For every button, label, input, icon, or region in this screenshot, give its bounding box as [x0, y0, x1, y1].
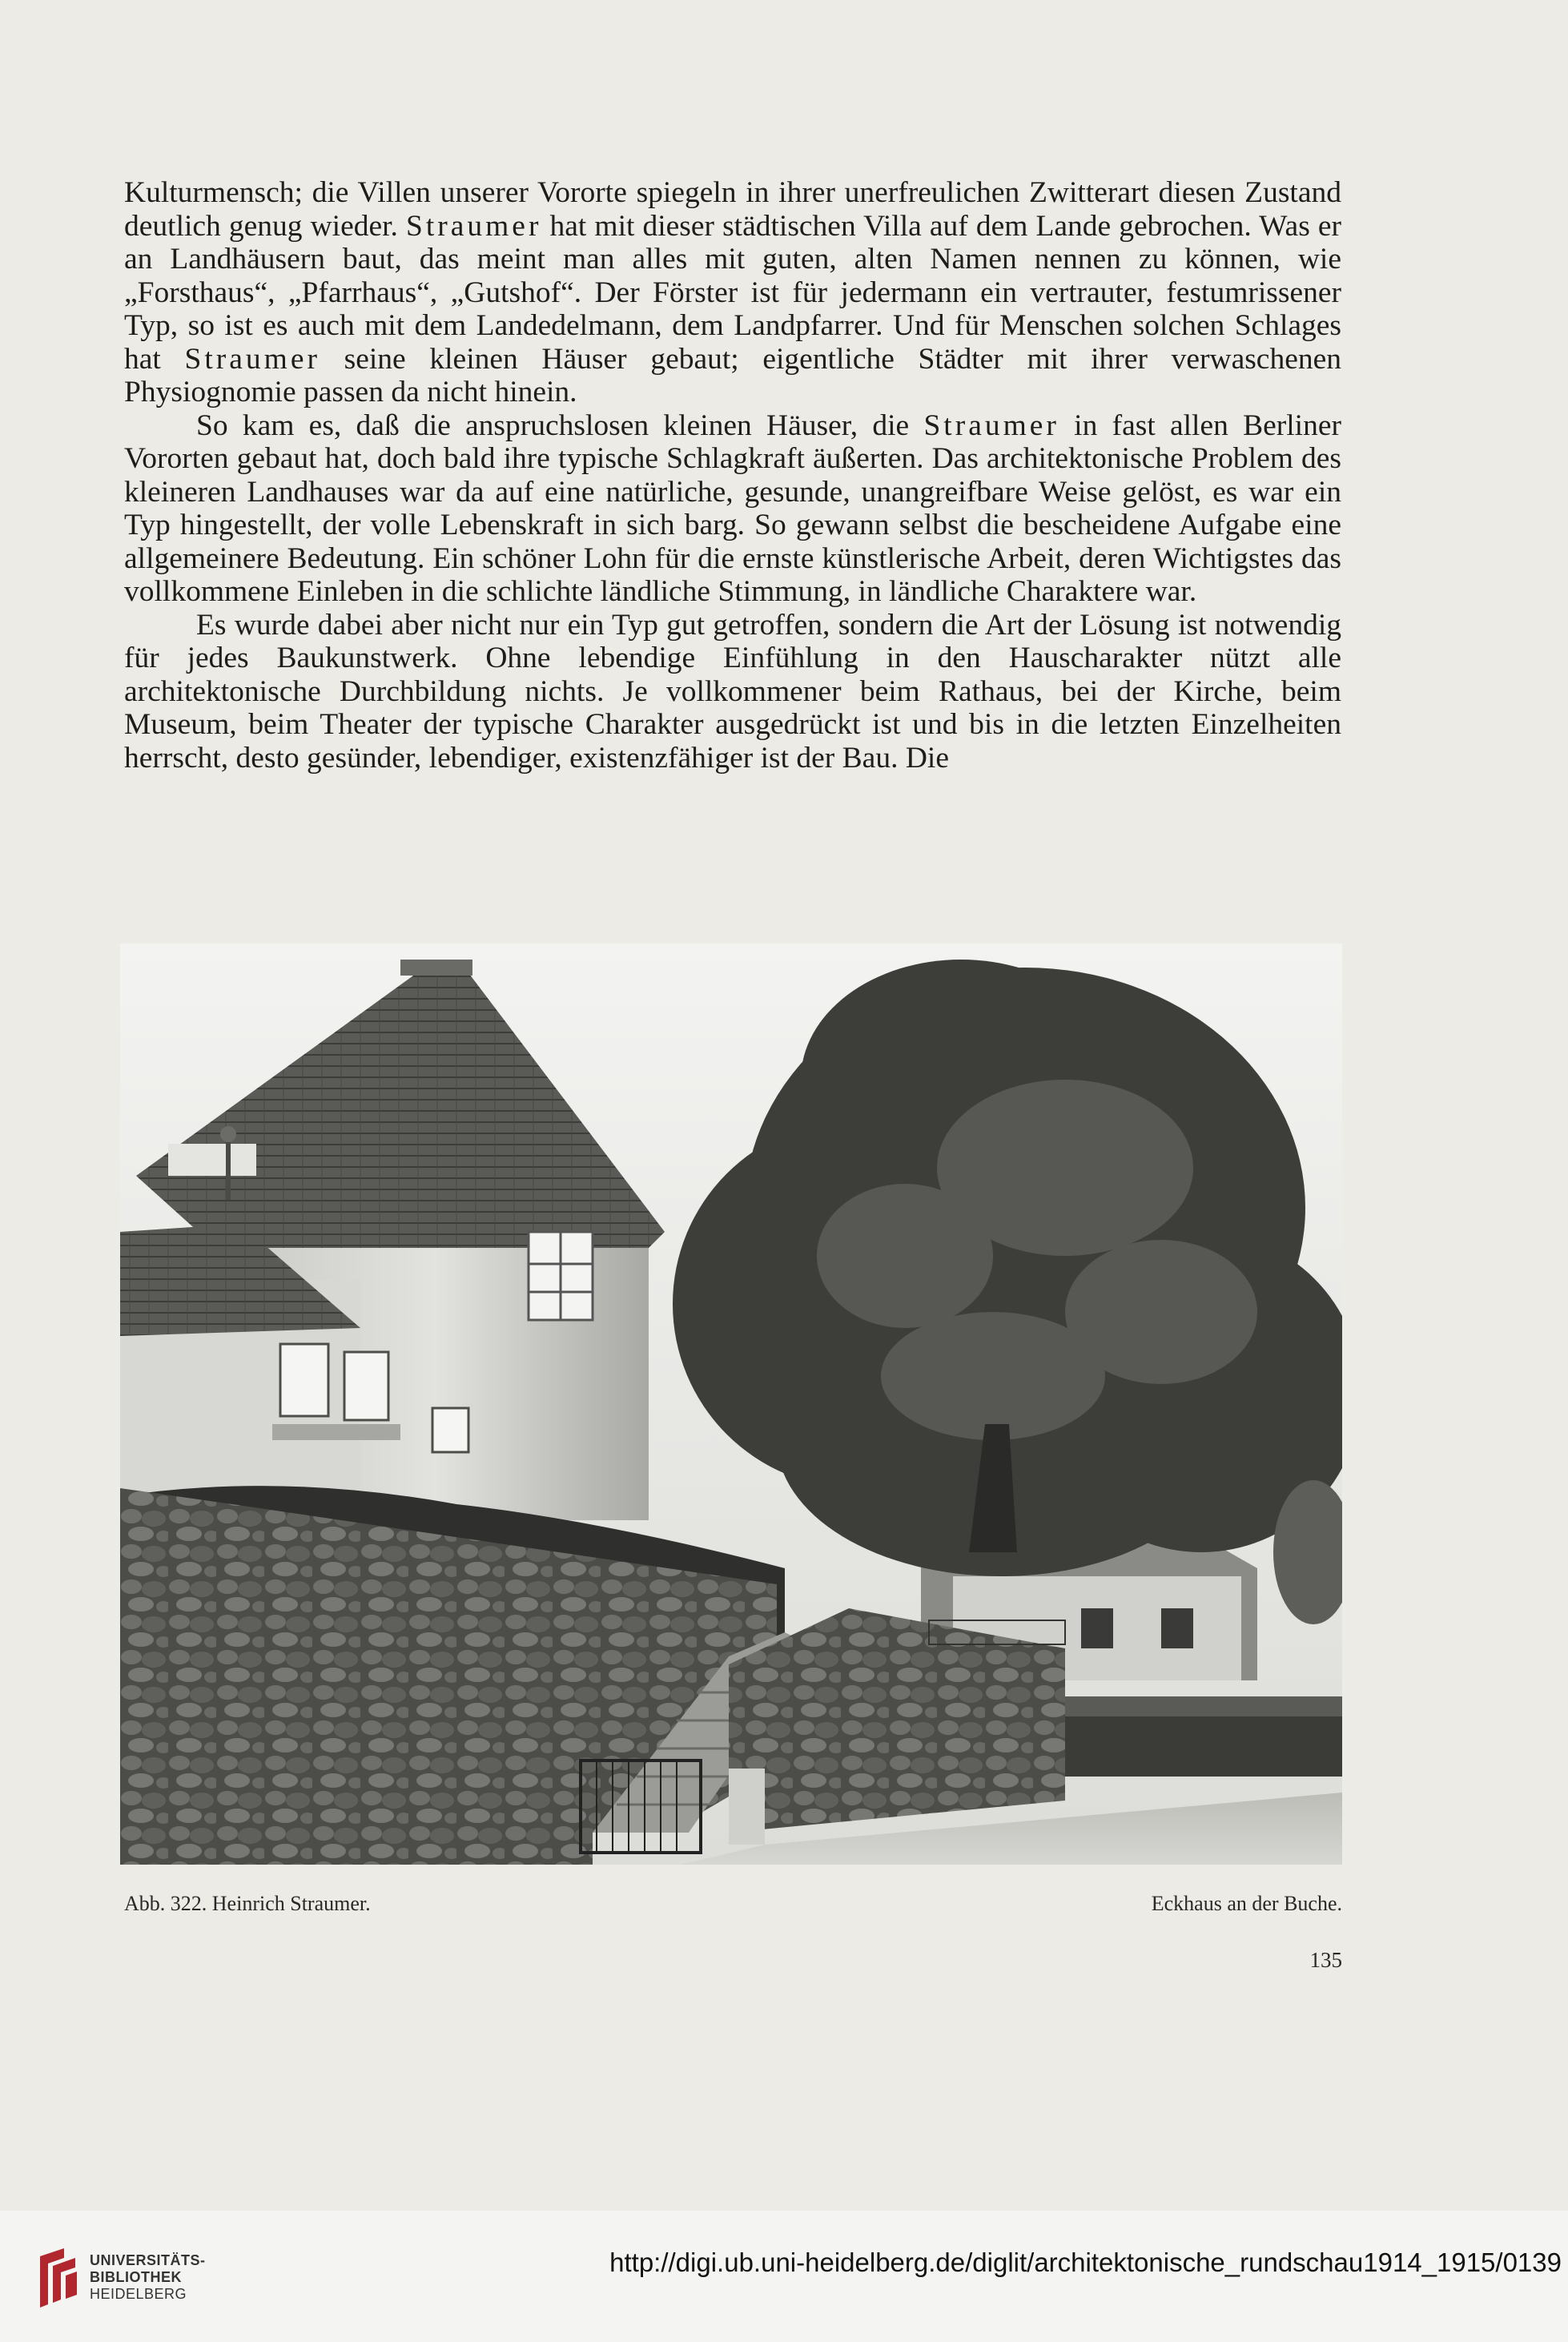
ub-heidelberg-logo-icon [35, 2247, 80, 2311]
author-name-emphasis: Straumer [923, 408, 1059, 442]
body-text [124, 176, 1341, 775]
photograph-figure [120, 944, 1342, 1865]
library-name: UNIVERSITÄTS- BIBLIOTHEK HEIDELBERG [90, 2252, 206, 2302]
author-name-emphasis: Straumer [184, 342, 320, 376]
paragraph-1: Kulturmensch; die Villen unserer Vororte spiegeln in ihrer unerfreulichen Zwitterart diesen Zustand deutlich genug wieder. Straumer hat mit dieser städtischen Villa auf dem Lande gebrochen. Was er an Landhäusern baut, das meint man alles mit guten, alten Namen nennen zu können, wie „Forsthaus“, „Pfarrhaus“, „Gutshof“. Der Förster ist für jedermann ein vertrauter, festumrissener Typ, so ist es auch mit dem Landedelmann, dem Landpfarrer. Und für Menschen solchen Schlages hat Straumer seine kleinen Häuser gebaut; eigentliche Städter mit ihrer verwaschenen Physiognomie passen da nicht hinein. [124, 176, 1341, 408]
figure-caption-right: Eckhaus an der Buche. [1151, 1892, 1342, 1915]
library-footer [0, 2211, 1568, 2342]
figure-caption-left: Abb. 322. Heinrich Straumer. [124, 1892, 371, 1915]
author-name-emphasis: Straumer [405, 209, 542, 243]
permalink-url[interactable]: http://digi.ub.uni-heidelberg.de/diglit/architektonische_rundschau1914_1915/0139 [609, 2247, 1562, 2277]
paragraph-2: So kam es, daß die anspruchslosen kleinen Häuser, die Straumer in fast allen Berliner Vororten gebaut hat, doch bald ihre typische Schlagkraft äußerten. Das architektonische Problem des kleineren Landhauses war da auf eine natürliche, gesunde, unangreifbare Weise gelöst, es war ein Typ hingestellt, der volle Lebenskraft in sich barg. So gewann selbst die bescheidene Aufgabe eine allgemeinere Bedeutung. Ein schöner Lohn für die ernste künstlerische Arbeit, deren Wichtigstes das vollkommene Einleben in die schlichte ländliche Stimmung, in ländliche Charaktere war. [124, 408, 1341, 608]
paragraph-3: Es wurde dabei aber nicht nur ein Typ gut getroffen, sondern die Art der Lösung ist notwendig für jedes Baukunstwerk. Ohne lebendige Einfühlung in den Hauscharakter nützt alle architektonische Durchbildung nichts. Je vollkommener beim Rathaus, bei der Kirche, beim Museum, beim Theater der typische Charakter ausgedrückt ist und bis in die letzten Einzelheiten herrscht, desto gesünder, lebendiger, existenzfähiger ist der Bau. Die [124, 608, 1341, 775]
page-number: 135 [1309, 1948, 1342, 1972]
house-photograph-illustration [120, 944, 1342, 1865]
